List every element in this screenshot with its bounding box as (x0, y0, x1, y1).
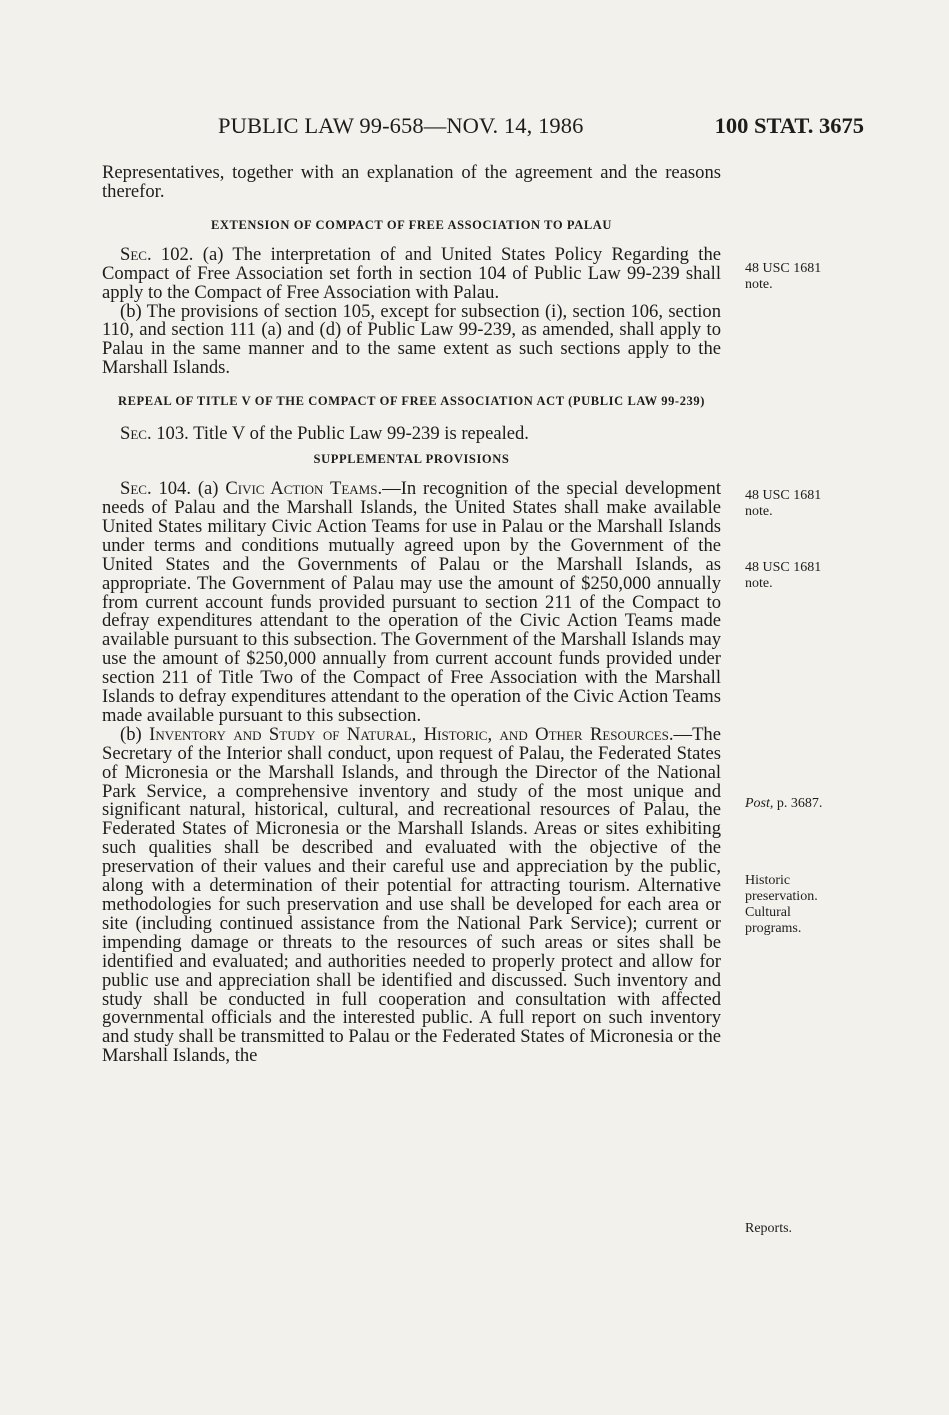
margin-note-reports: Reports. (745, 1221, 793, 1236)
margin-note-usc-1: 48 USC 1681 note. (745, 261, 822, 292)
sec-103-paragraph (102, 425, 721, 444)
sec-label: Sec. (120, 423, 152, 445)
page-header (218, 113, 864, 149)
sec-104-number: 104. (a) (151, 478, 226, 500)
margin-note-usc-2: 48 USC 1681 note. (745, 488, 822, 519)
sec-102-a-text: 102. (a) The interpretation of and United States Policy Regarding the Compact of Free Association set forth in section 104 of Public Law 99-239 shall apply to the Compact of Free Association with Palau. (102, 243, 721, 303)
header-title: PUBLIC LAW 99-658—NOV. 14, 1986 (218, 113, 584, 138)
margin-note-historic: Historic preservation. Cultural programs. (745, 873, 818, 936)
sec-102-a-paragraph (102, 243, 721, 303)
sec-103-text: 103. Title V of the Public Law 99-239 is repealed. (151, 423, 529, 445)
sec-104-b-title: Inventory and Study of Natural, Historic, and Other Resources (149, 723, 669, 745)
body-text (102, 164, 721, 1066)
intro-paragraph: Representatives, together with an explanation of the agreement and the reasons therefor. (102, 162, 721, 202)
sec-102-b-paragraph: (b) The provisions of section 105, except for subsection (i), section 106, section 110, and section 111 (a) and (d) of Public Law 99-239, as amended, shall apply to Palau in the same manner and to the same extent as such sections apply to the Marshall Islands. (102, 300, 721, 379)
sec-104-a-text: .—In recognition of the special development needs of Palau and the Marshall Islands, the United States shall make available United States military Civic Action Teams for use in Palau or the Marshall Islands under terms and conditions mutually agreed upon by the Government of the United States and the Governments of Palau or the Marshall Islands, as appropriate. The Government of Palau may use the amount of $250,000 annually from current account funds provided pursuant to section 211 of the Compact to defray expenditures attendant to the operation of the Civic Action Teams made available pursuant to this subsection. The Government of the Marshall Islands may use the amount of $250,000 annually from current account funds provided under section 211 of Title Two of the Compact of Free Association with the Marshall Islands to defray expenditures attendant to the operation of the Civic Action Teams made available pursuant to this subsection. (102, 478, 721, 726)
section-heading-extension: EXTENSION OF COMPACT OF FREE ASSOCIATION TO PALAU (210, 217, 613, 232)
margin-note-usc-3: 48 USC 1681 note. (745, 560, 822, 591)
sec-104-a-paragraph (102, 480, 721, 726)
sec-label: Sec. (120, 243, 152, 265)
statute-reference: 100 STAT. 3675 (714, 113, 864, 138)
sec-label: Sec. (120, 478, 152, 500)
sec-104-a-title: Civic Action Teams (225, 478, 378, 500)
sec-104-b-paragraph (102, 723, 721, 1067)
section-heading-repeal: REPEAL OF TITLE V OF THE COMPACT OF FREE ASSOCIATION ACT (PUBLIC LAW 99-239) (117, 394, 706, 409)
sec-104-b-number: (b) (120, 723, 150, 745)
margin-note-post-italic: Post, (745, 796, 774, 811)
margin-note-post (745, 796, 845, 812)
margin-note-post-page: p. 3687. (773, 796, 823, 811)
section-heading-supplemental: SUPPLEMENTAL PROVISIONS (313, 452, 510, 467)
sec-104-b-text: .—The Secretary of the Interior shall conduct, upon request of Palau, the Federated States of Micronesia or the Marshall Islands, and through the Director of the National Park Service, a comprehensive inventory and study of the most unique and significant natural, historical, cultural, and recreational resources of Palau, the Federated States of Micronesia or the Marshall Islands. Areas or sites exhibiting such qualities shall be described and evaluated with the objective of the preservation of their values and their careful use and appreciation by the public, along with a determination of their potential for attracting tourism. Alternative methodologies for such preservation and use shall be developed for each area or site (including continued assistance from the National Park Service); current or impending damage or threats to the resources of such areas or sites shall be identified and evaluated; and authorities needed to properly protect and allow for public use and appreciation shall be identified and discussed. Such inventory and study shall be conducted in full cooperation and consultation with affected governmental officials and the interested public. A full report on such inventory and study shall be transmitted to Palau or the Federated States of Micronesia or the Marshall Islands, the (102, 723, 721, 1067)
